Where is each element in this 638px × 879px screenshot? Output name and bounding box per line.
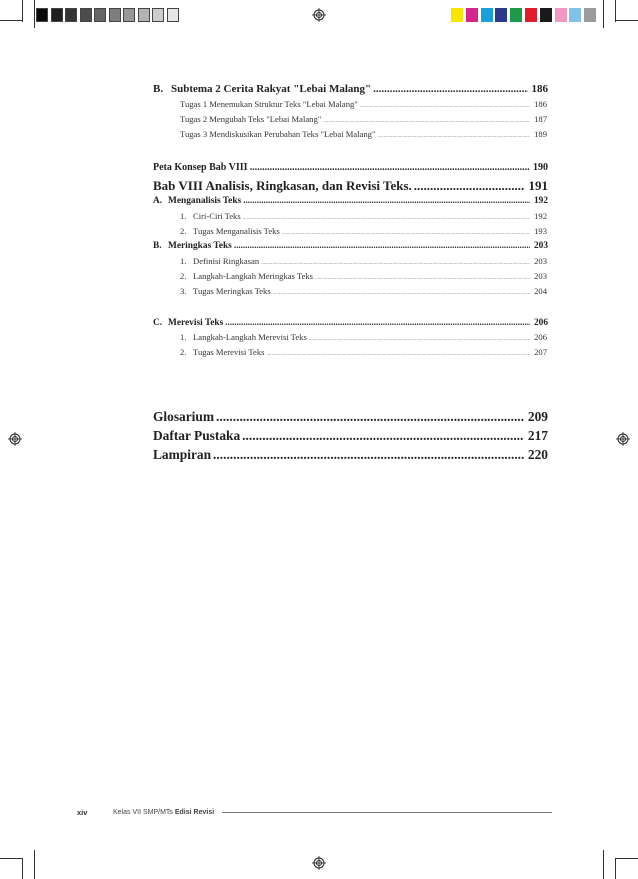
toc-page: 204 [534, 286, 547, 296]
toc-entry-task[interactable] [180, 99, 547, 109]
toc-page: 217 [527, 428, 548, 443]
leader-dots [243, 216, 530, 221]
toc-page: 220 [527, 447, 548, 462]
leader-dots [250, 162, 529, 173]
toc-page: 191 [528, 178, 548, 193]
toc-entry-peta-konsep[interactable] [153, 162, 548, 173]
toc-prefix: B. [153, 241, 162, 251]
footer-rule [222, 812, 552, 813]
toc-entry-item[interactable] [180, 332, 547, 342]
leader-dots [216, 409, 524, 425]
toc-entry-subtema[interactable] [153, 83, 548, 95]
leader-dots [323, 119, 530, 124]
leader-dots [309, 337, 530, 342]
toc-entry-item[interactable] [180, 226, 547, 236]
leader-dots [267, 352, 531, 357]
leader-dots [234, 240, 530, 250]
toc-label: Tugas Meringkas Teks [193, 286, 271, 296]
toc-number: 1. [180, 256, 187, 266]
toc-page: 193 [534, 226, 547, 236]
toc-prefix: C. [153, 318, 163, 328]
toc-number: 3. [180, 286, 187, 296]
toc-label: Langkah-Langkah Meringkas Teks [193, 271, 313, 281]
toc-page: 203 [534, 271, 547, 281]
toc-label: Tugas 3 Mendiskusikan Perubahan Teks "Lebai Malang" [180, 129, 376, 139]
toc-number: 1. [180, 332, 187, 342]
toc-number: 2. [180, 226, 187, 236]
leader-dots [414, 178, 525, 194]
toc-label: Lampiran [153, 447, 212, 462]
toc-entry-glosarium[interactable] [153, 409, 548, 425]
leader-dots [273, 291, 530, 296]
toc-label: Merevisi Teks [168, 318, 224, 328]
toc-entry-item[interactable] [180, 286, 547, 296]
toc-label: Tugas Merevisi Teks [193, 347, 265, 357]
toc-entry-section[interactable] [153, 317, 548, 328]
toc-page: 187 [534, 114, 547, 124]
toc-entry-daftar-pustaka[interactable] [153, 428, 548, 444]
toc-prefix: B. [153, 83, 164, 95]
toc-page: 203 [533, 241, 548, 251]
toc-entry-lampiran[interactable] [153, 447, 548, 463]
toc-label: Langkah-Langkah Merevisi Teks [193, 332, 307, 342]
leader-dots [315, 276, 530, 281]
toc-label: Daftar Pustaka [153, 428, 241, 443]
toc-entry-item[interactable] [180, 211, 547, 221]
toc-page: 189 [534, 129, 547, 139]
footer-book-title [113, 809, 214, 816]
toc-entry-item[interactable] [180, 347, 547, 357]
leader-dots [377, 134, 530, 139]
toc-number: 1. [180, 211, 187, 221]
toc-entry-task[interactable] [180, 114, 547, 124]
toc-number: 2. [180, 347, 187, 357]
toc-entry-section[interactable] [153, 240, 548, 251]
leader-dots [373, 83, 527, 95]
toc-label: Subtema 2 Cerita Rakyat "Lebai Malang" [171, 83, 372, 95]
footer-edition: Edisi Revisi [174, 809, 215, 816]
toc-label: Tugas Menganalisis Teks [193, 226, 280, 236]
leader-dots [213, 447, 524, 463]
toc-page: 186 [534, 99, 547, 109]
toc-page: 207 [534, 347, 547, 357]
toc-entry-section[interactable] [153, 195, 548, 206]
toc-prefix: A. [153, 196, 163, 206]
toc-page: 209 [527, 409, 548, 424]
toc-page: 186 [531, 83, 548, 95]
toc-label: Menganalisis Teks [168, 196, 242, 206]
toc-label: Meringkas Teks [168, 241, 232, 251]
page-number: xiv [77, 808, 88, 817]
toc-label: Tugas 2 Mengubah Teks "Lebai Malang" [180, 114, 322, 124]
toc-page: 206 [534, 332, 547, 342]
toc-entry-task[interactable] [180, 129, 547, 139]
toc-label: Glosarium [153, 409, 215, 424]
leader-dots [261, 261, 530, 266]
leader-dots [242, 428, 524, 444]
toc-entry-chapter[interactable] [153, 178, 548, 194]
toc-entry-item[interactable] [180, 271, 547, 281]
toc-label: Definisi Ringkasan [193, 256, 260, 266]
footer-class: Kelas VII SMP/MTs [113, 809, 173, 816]
toc-label: Bab VIII Analisis, Ringkasan, dan Revisi Teks. [153, 178, 412, 193]
toc-label: Ciri-Ciri Teks [193, 211, 241, 221]
toc-label: Peta Konsep Bab VIII [153, 162, 248, 173]
toc-entry-item[interactable] [180, 256, 547, 266]
toc-page: 192 [533, 196, 548, 206]
toc-page: 203 [534, 256, 547, 266]
leader-dots [243, 195, 530, 205]
toc-page: 192 [534, 211, 547, 221]
toc-number: 2. [180, 271, 187, 281]
leader-dots [360, 104, 530, 109]
toc-page: 190 [533, 162, 548, 173]
leader-dots [282, 231, 530, 236]
toc-page: 206 [533, 318, 548, 328]
toc-label: Tugas 1 Menemukan Struktur Teks "Lebai Malang" [180, 99, 358, 109]
leader-dots [225, 317, 530, 327]
